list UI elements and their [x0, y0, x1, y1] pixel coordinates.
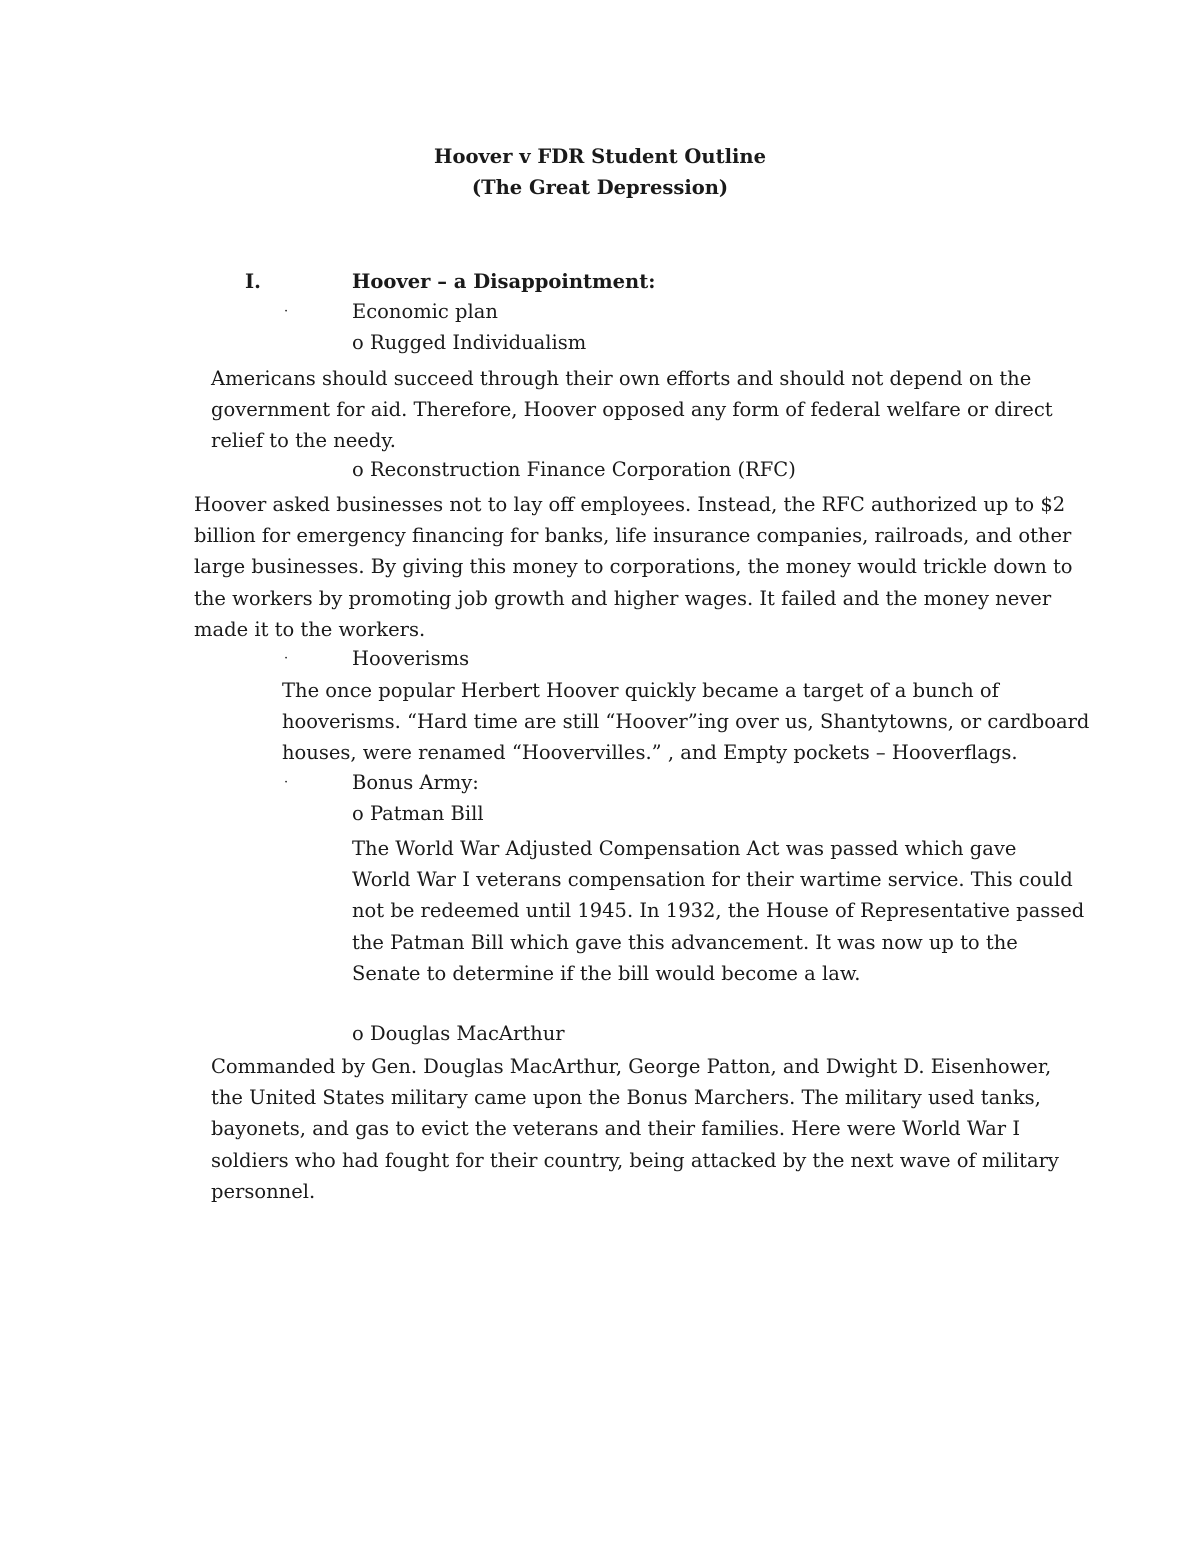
bullet-hooverisms: ·: [284, 651, 289, 666]
paragraph-line: Americans should succeed through their own efforts and should not depend on the: [211, 367, 1032, 390]
paragraph-line: hooverisms. “Hard time are still “Hoover”ing over us, Shantytowns, or cardboard: [282, 710, 1090, 734]
paragraph-line: government for aid. Therefore, Hoover opposed any form of federal welfare or direct: [211, 398, 1053, 422]
paragraph-line: Commanded by Gen. Douglas MacArthur, George Patton, and Dwight D. Eisenhower,: [211, 1055, 1052, 1078]
bullet-economic-plan: ·: [284, 304, 289, 319]
rugged-individualism-label: o Rugged Individualism: [352, 331, 587, 354]
paragraph-line: the workers by promoting job growth and higher wages. It failed and the money never: [194, 586, 1052, 610]
bonus-army-label: Bonus Army:: [352, 771, 479, 794]
paragraph-line: billion for emergency financing for banks, life insurance companies, railroads, and other: [194, 524, 1072, 548]
paragraph-line: the Patman Bill which gave this advancement. It was now up to the: [352, 930, 1018, 954]
paragraph-line: large businesses. By giving this money to corporations, the money would trickle down to: [194, 555, 1073, 579]
paragraph-line: personnel.: [211, 1179, 316, 1203]
document-title: Hoover v FDR Student Outline: [434, 145, 766, 168]
hooverisms-paragraph: [282, 675, 1089, 769]
paragraph-line: The World War Adjusted Compensation Act was passed which gave: [352, 837, 1017, 860]
paragraph-line: the United States military came upon the Bonus Marchers. The military used tanks,: [211, 1086, 1041, 1110]
paragraph-line: Hoover asked businesses not to lay off employees. Instead, the RFC authorized up to $2: [194, 493, 1066, 516]
paragraph-line: Senate to determine if the bill would become a law.: [352, 961, 861, 985]
paragraph-line: relief to the needy.: [211, 429, 396, 453]
paragraph-line: The once popular Herbert Hoover quickly became a target of a bunch of: [282, 679, 999, 702]
rfc-paragraph: [194, 489, 1073, 645]
document-subtitle: (The Great Depression): [471, 176, 729, 199]
bullet-bonus-army: ·: [284, 775, 289, 790]
paragraph-line: World War I veterans compensation for their wartime service. This could: [352, 868, 1073, 892]
paragraph-line: bayonets, and gas to evict the veterans and their families. Here were World War I: [211, 1117, 1021, 1141]
patman-bill-paragraph: [352, 833, 1084, 989]
rugged-individualism-paragraph: [211, 363, 1053, 457]
economic-plan-label: Economic plan: [352, 300, 498, 323]
paragraph-line: not be redeemed until 1945. In 1932, the House of Representative passed: [352, 899, 1085, 923]
paragraph-line: made it to the workers.: [194, 617, 426, 641]
douglas-macarthur-paragraph: [211, 1051, 1059, 1207]
section-heading: Hoover – a Disappointment:: [352, 270, 656, 293]
section-numeral: I.: [245, 270, 261, 293]
douglas-macarthur-label: o Douglas MacArthur: [352, 1022, 565, 1045]
paragraph-line: houses, were renamed “Hoovervilles.” , and Empty pockets – Hooverflags.: [282, 741, 1018, 765]
paragraph-line: soldiers who had fought for their country, being attacked by the next wave of military: [211, 1148, 1059, 1172]
patman-bill-label: o Patman Bill: [352, 802, 484, 825]
hooverisms-label: Hooverisms: [352, 647, 470, 670]
rfc-label: o Reconstruction Finance Corporation (RFC): [352, 458, 796, 481]
